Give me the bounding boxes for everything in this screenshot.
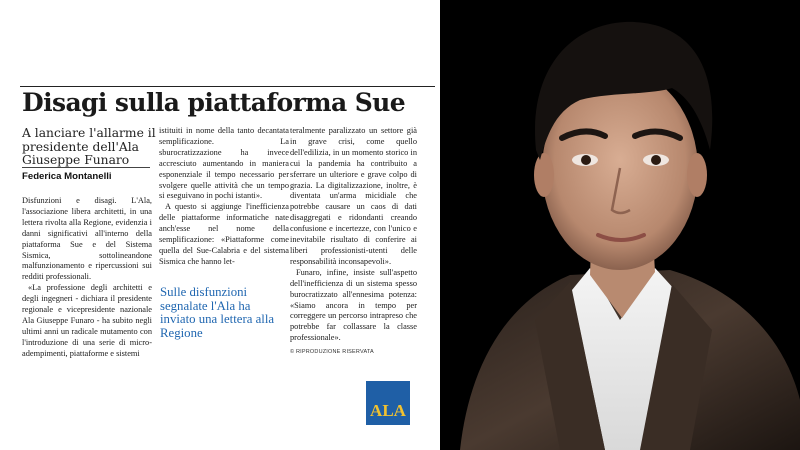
- ala-logo: [366, 381, 410, 425]
- author-rule: [22, 167, 150, 168]
- portrait-illustration: [440, 0, 800, 450]
- subtitle: A lanciare l'allarme il presidente dell'Ala Giuseppe Funaro: [22, 126, 156, 167]
- author-byline: Federica Montanelli: [22, 171, 112, 182]
- paragraph: teralmente paralizzato un settore già in grave crisi, come quello dell'edilizia, in un momento storico in cui la pandemia ha contribuito a sferrare un ulteriore e grave colpo di grazia. La digitalizzazione, inoltre, è diventata un'arma micidiale che potrebbe causare un caos di dati disaggregati e ridondanti creando confusione e incertezze, con l'unico e inevitabile risultato di conferire ai liberi professionisti-utenti delle responsabilità inconsapevoli».: [290, 126, 417, 266]
- paragraph: istituiti in nome della tanto decantata semplificazione. La sburocratizzazione ha invece accresciuto aumentando in maniera esponenziale il tempo necessario per svolgere quelle attività che un tempo si eseguivano in pochi istanti».: [159, 126, 289, 201]
- body-column-2: [159, 126, 289, 268]
- paragraph: Disfunzioni e disagi. L'Ala, l'associazione libera architetti, in una lettera rivolta alla Regione, evidenzia i danni significativi all'interno della piattaforma Sue e del Sistema Sismica, sottolineandone malfunzionamento e ripercussioni sui redditi professionali.: [22, 196, 152, 282]
- copyright-note: © RIPRODUZIONE RISERVATA: [290, 349, 374, 355]
- headline: Disagi sulla piattaforma Sue: [22, 88, 406, 117]
- paragraph: «La professione degli architetti e degli ingegneri - dichiara il presidente regionale e vicepresidente nazionale Ala Giuseppe Funaro - ha subito negli ultimi anni un radicale mutamento con l'introduzione di una serie di micro-adempimenti, piattaforme e sistemi: [22, 283, 152, 358]
- body-column-1: [22, 196, 152, 360]
- paragraph: A questo si aggiunge l'inefficienza delle piattaforme informatiche nate anch'esse nel nome della semplificazione: «Piattaforme come quella del Sue-Calabria e del sistema Sismica che hanno let-: [159, 202, 289, 266]
- portrait-photo: [440, 0, 800, 450]
- pull-quote: Sulle disfunzioni segnalate l'Ala ha inviato una lettera alla Regione: [160, 285, 275, 340]
- body-column-3: [290, 126, 417, 344]
- logo-text: ALA: [370, 401, 406, 420]
- paragraph: Funaro, infine, insiste sull'aspetto dell'inefficienza di un sistema spesso burocratizzato all'ennesima potenza: «Siamo ancora in tempo per correggere un percorso intrapreso che potrebbe far collassare la classe professionale».: [290, 267, 417, 343]
- top-rule: [20, 86, 435, 87]
